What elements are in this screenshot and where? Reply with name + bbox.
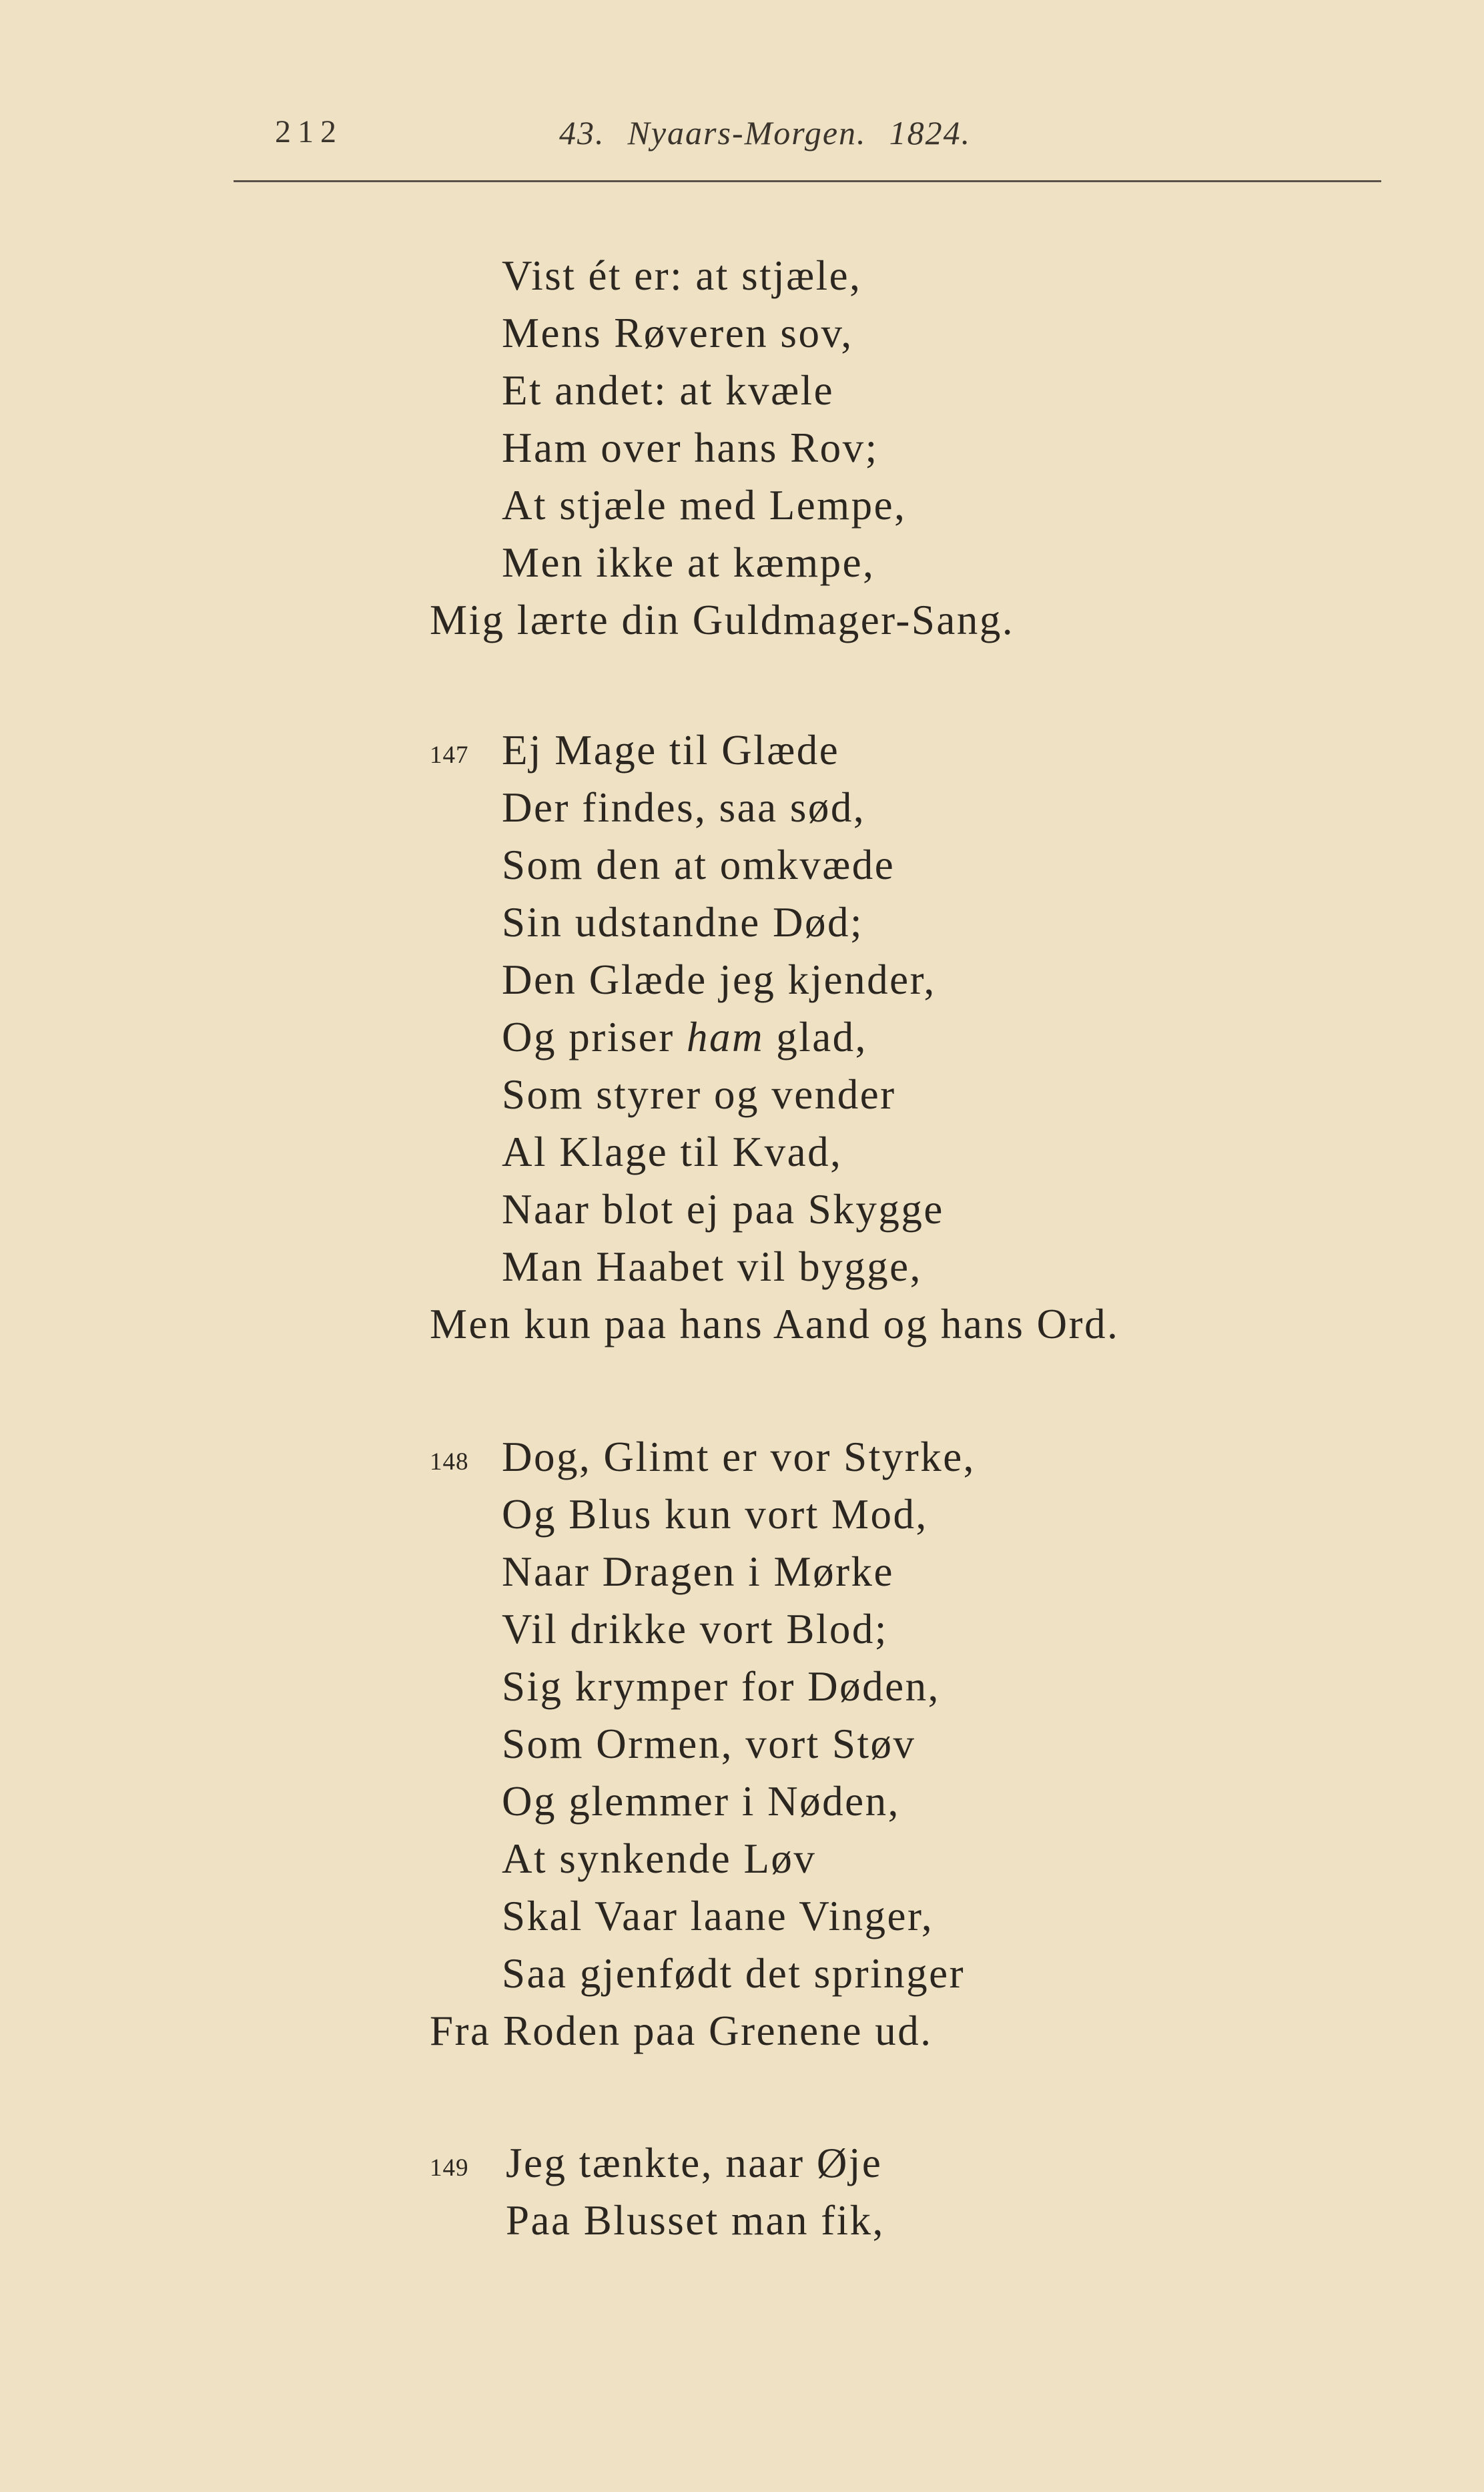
verse-line: Dog, Glimt er vor Styrke,	[502, 1434, 976, 1480]
verse-line: Naar blot ej paa Skygge	[502, 1186, 944, 1233]
verse-line: Ham over hans Rov;	[502, 424, 879, 471]
verse-line: Al Klage til Kvad,	[502, 1129, 843, 1175]
verse-line: Der findes, saa sød,	[502, 784, 866, 831]
header-rule	[234, 180, 1381, 182]
verse-line: Som Ormen, vort Støv	[502, 1721, 916, 1767]
verse-line: Og Blus kun vort Mod,	[502, 1491, 928, 1538]
verse-line: Naar Dragen i Mørke	[502, 1548, 895, 1595]
verse-line: Vist ét er: at stjæle,	[502, 252, 862, 299]
verse-line: Ej Mage til Glæde	[502, 727, 840, 773]
verse-line: Som den at omkvæde	[502, 842, 895, 888]
verse-line: Men ikke at kæmpe,	[502, 539, 875, 586]
verse-line: Paa Blusset man fik,	[506, 2197, 885, 2244]
verse-line: Sin udstandne Død;	[502, 899, 863, 946]
running-header	[234, 113, 1388, 160]
stanza-number: 147	[430, 741, 469, 769]
verse-line: At synkende Løv	[502, 1835, 817, 1882]
verse-line: Et andet: at kvæle	[502, 367, 835, 414]
verse-line: At stjæle med Lempe,	[502, 482, 907, 529]
verse-line: Saa gjenfødt det springer	[502, 1950, 966, 1997]
verse-line: Men kun paa hans Aand og hans Ord.	[430, 1301, 1120, 1347]
poem-number: 43.	[559, 114, 605, 151]
poem-title: Nyaars-Morgen.	[627, 114, 867, 151]
verse-line: Man Haabet vil bygge,	[502, 1243, 922, 1290]
verse-line: Den Glæde jeg kjender,	[502, 956, 936, 1003]
verse-line: Som styrer og vender	[502, 1071, 896, 1118]
stanza-number: 149	[430, 2154, 469, 2182]
verse-line: Skal Vaar laane Vinger,	[502, 1893, 934, 1939]
running-title	[559, 113, 971, 152]
verse-line	[502, 1016, 867, 1058]
verse-line: Vil drikke vort Blod;	[502, 1606, 888, 1652]
verse-line: Sig krymper for Døden,	[502, 1663, 940, 1710]
verse-line: Og glemmer i Nøden,	[502, 1778, 900, 1825]
verse-line: Fra Roden paa Grenene ud.	[430, 2007, 933, 2054]
verse-italic: ham	[686, 1014, 764, 1060]
poem-year: 1824.	[889, 114, 972, 151]
verse-line: Mig lærte din Guldmager-Sang.	[430, 597, 1015, 643]
verse-line: Jeg tænkte, naar Øje	[506, 2140, 883, 2186]
page-number: 212	[275, 114, 343, 149]
verse-text: Og priser	[502, 1014, 675, 1060]
stanza-number: 148	[430, 1448, 469, 1476]
verse-text: glad,	[776, 1014, 867, 1060]
verse-line: Mens Røveren sov,	[502, 310, 853, 356]
